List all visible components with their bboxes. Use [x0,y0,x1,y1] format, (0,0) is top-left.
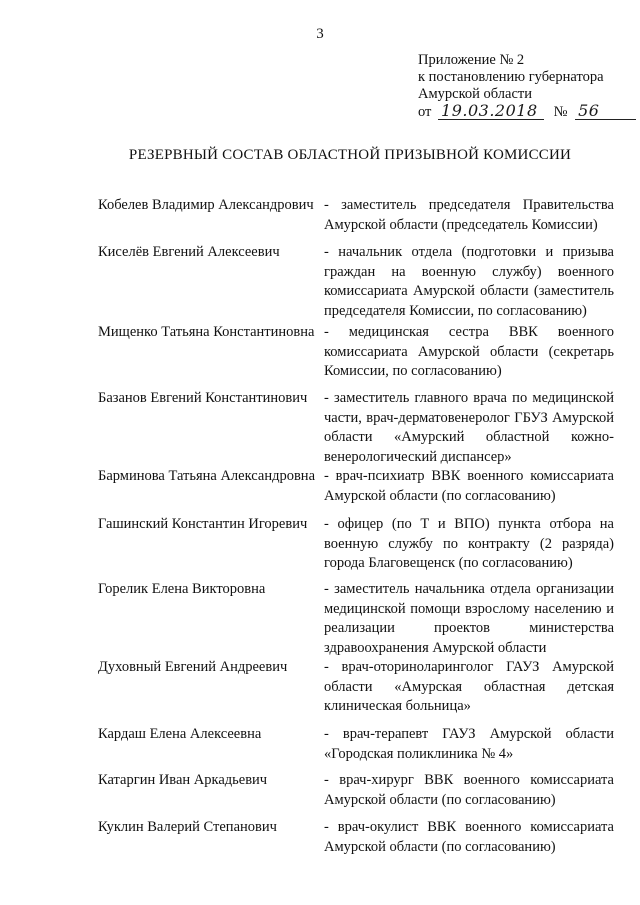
member-row [98,658,618,717]
member-name: Киселёв Евгений Алексеевич [98,244,280,260]
member-name: Барминова Татьяна Александровна [98,468,316,484]
member-row [98,323,618,382]
member-row [98,389,618,467]
appendix-title: Приложение № 2 [418,52,525,68]
member-row [98,818,618,857]
member-row [98,196,618,235]
appendix-date-row [418,103,628,121]
member-name: Мищенко Татьяна Константиновна [98,324,315,340]
member-row [98,243,618,321]
member-row [98,725,618,764]
member-role: - заместитель начальника отдела организации медицинской помощи взрослому населению и реализации проектов министерства здравоохранения Амурской области [324,581,614,656]
member-role: - врач-психиатр ВВК военного комиссариата Амурской области (по согласованию) [324,468,614,504]
number-prefix: № [553,104,568,120]
member-role: - врач-оториноларинголог ГАУЗ Амурской области «Амурская областная детская клиническая больница» [324,659,614,714]
member-row [98,771,618,810]
member-name: Куклин Валерий Степанович [98,819,277,835]
appendix-header [418,52,628,121]
page-number: 3 [316,26,324,42]
member-row [98,467,618,506]
member-role: - заместитель главного врача по медицинской части, врач-дерматовенеролог ГБУЗ Амурской области «Амурский областной кожно-венерологический диспансер» [324,390,614,465]
member-name: Кобелев Владимир Александрович [98,197,314,213]
member-name: Гашинский Константин Игоревич [98,516,308,532]
member-role: - начальник отдела (подготовки и призыва граждан на военную службу) военного комиссариата Амурской области (заместитель председателя Комиссии, по согласованию) [324,244,614,319]
member-name: Горелик Елена Викторовна [98,581,266,597]
member-role: - медицинская сестра ВВК военного комиссариата Амурской области (секретарь Комиссии, по согласованию) [324,324,614,379]
member-role: - заместитель председателя Правительства Амурской области (председатель Комиссии) [324,197,614,233]
appendix-region: Амурской области [418,86,532,102]
member-role: - врач-окулист ВВК военного комиссариата Амурской области (по согласованию) [324,819,614,855]
member-name: Базанов Евгений Константинович [98,390,308,406]
handwritten-number: 56 [575,103,636,120]
member-name: Духовный Евгений Андреевич [98,659,288,675]
appendix-reference: к постановлению губернатора [418,69,604,85]
member-name: Катаргин Иван Аркадьевич [98,772,268,788]
member-role: - врач-терапевт ГАУЗ Амурской области «Городская поликлиника № 4» [324,726,614,762]
member-role: - офицер (по Т и ВПО) пункта отбора на военную службу по контракту (2 разряда) города Благовещенск (по согласованию) [324,516,614,571]
document-title: РЕЗЕРВНЫЙ СОСТАВ ОБЛАСТНОЙ ПРИЗЫВНОЙ КОМИССИИ [128,147,572,163]
member-row [98,580,618,658]
member-role: - врач-хирург ВВК военного комиссариата Амурской области (по согласованию) [324,772,614,808]
member-row [98,515,618,574]
date-prefix: от [418,104,432,120]
handwritten-date: 19.03.2018 [438,103,544,120]
member-name: Кардаш Елена Алексеевна [98,726,262,742]
